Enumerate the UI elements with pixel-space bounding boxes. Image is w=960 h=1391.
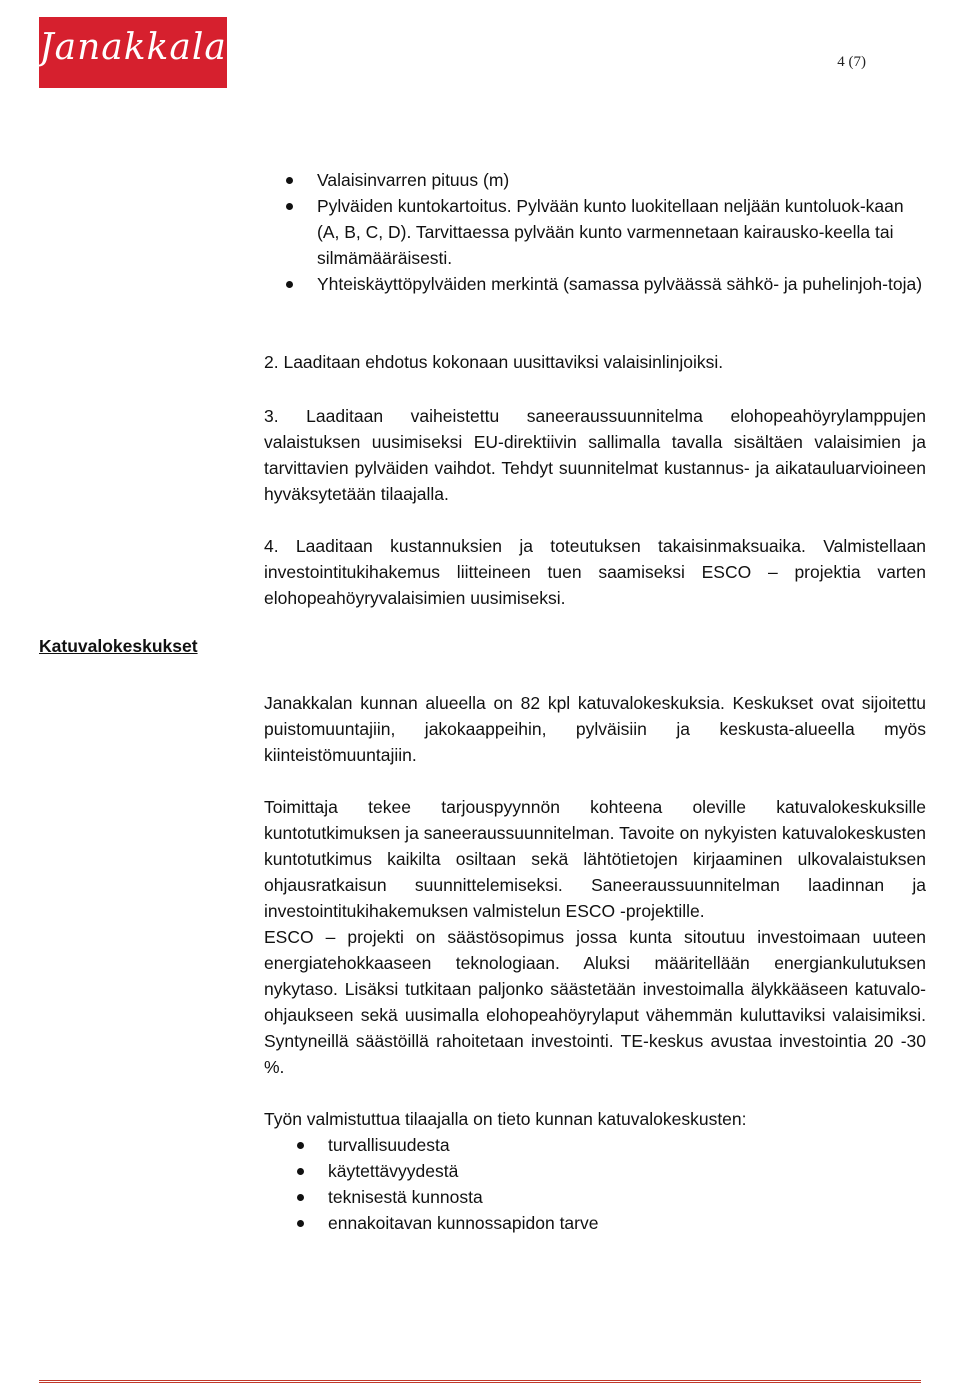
footer-rule [39, 1380, 921, 1383]
janakkala-logo [39, 17, 227, 88]
list-item: käytettävyydestä [264, 1158, 924, 1184]
list-item: Valaisinvarren pituus (m) [264, 167, 924, 193]
numbered-item-4: 4. Laaditaan kustannuksien ja toteutuksen takaisinmaksuaika. Valmistellaan investointitukihakemus liitteineen tuen saamiseksi ESCO – projektia varten elohopeahöyryvalaisimien uusimiseksi. [264, 536, 926, 608]
paragraph: Toimittaja tekee tarjouspyynnön kohteena oleville katuvalokeskuksille kuntotutkimuksen ja saneeraussuunnitelman. Tavoite on nykyisten katuvalokeskusten kuntotutkimus kaikilta osiltaan sekä lähtötietojen kirjaaminen ulkovalaistuksen ohjausratkaisun suunnittelemiseksi. Saneeraussuunnitelman laadinnan ja investointitukihakemuksen valmistelun ESCO -projektille. [264, 797, 926, 921]
paragraph: Työn valmistuttua tilaajalla on tieto kunnan katuvalokeskusten: [264, 1109, 747, 1129]
paragraph: Janakkalan kunnan alueella on 82 kpl katuvalokeskuksia. Keskukset ovat sijoitettu puistomuuntajiin, jakokaappeihin, pylväisiin ja keskusta-alueella myös kiinteistömuuntajiin. [264, 693, 926, 765]
list-item: turvallisuudesta [264, 1132, 924, 1158]
numbered-item-2: 2. Laaditaan ehdotus kokonaan uusittaviksi valaisinlinjoiksi. [264, 352, 724, 372]
bullet-list-top [264, 167, 924, 297]
list-item: ennakoitavan kunnossapidon tarve [264, 1210, 924, 1236]
section-heading: Katuvalokeskukset [39, 636, 198, 656]
logo-text: Janakkala [39, 27, 227, 68]
bullet-list-bottom [264, 1132, 924, 1236]
paragraph: ESCO – projekti on säästösopimus jossa kunta sitoutuu investoimaan uuteen energiatehokkaaseen teknologiaan. Aluksi määritellään energiankulutuksen nykytaso. Lisäksi tutkitaan paljonko säästetään investoimalla älykkääseen katuvalo-ohjaukseen sekä uusimalla elohopeahöyrylaput vähemmän kuluttaviksi valaisimiksi. Syntyneillä säästöillä rahoitetaan investointi. TE-keskus avustaa investointia 20 -30 %. [264, 927, 926, 1077]
list-item: Yhteiskäyttöpylväiden merkintä (samassa pylväässä sähkö- ja puhelinjoh-toja) [264, 271, 924, 297]
list-item: Pylväiden kuntokartoitus. Pylvään kunto luokitellaan neljään kuntoluok-kaan (A, B, C, D). Tarvittaessa pylvään kunto varmennetaan kairausko-keella tai silmämääräisesti. [264, 193, 924, 271]
page-number: 4 (7) [837, 54, 866, 70]
numbered-item-3: 3. Laaditaan vaiheistettu saneeraussuunnitelma elohopeahöyrylamppujen valaistuksen uusimiseksi EU-direktiivin sallimalla tavalla sisältäen valaisimien ja tarvittavien pylväiden vaihdot. Tehdyt suunnitelmat kustannus- ja aikatauluarvioineen hyväksytetään tilaajalla. [264, 406, 926, 504]
list-item: teknisestä kunnosta [264, 1184, 924, 1210]
